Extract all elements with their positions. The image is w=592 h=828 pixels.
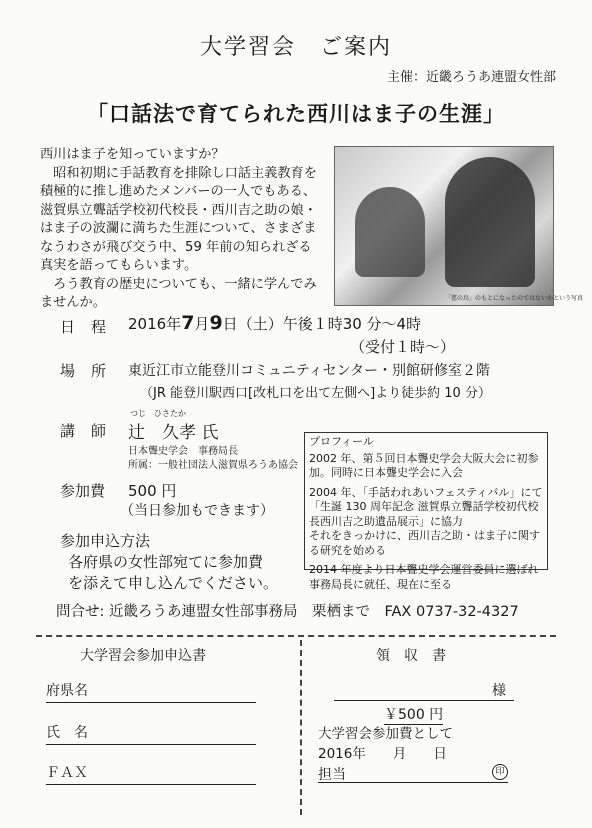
intro-line: ろう教育の歴史についても、一緒に学んでみ [40,276,317,292]
receipt-purpose: 大学習会参加費として [318,726,453,742]
name-label: 氏 名 [46,725,88,741]
fax-field[interactable] [46,762,256,785]
page-title: 大学習会 ご案内 [199,35,392,60]
lecturer-label: 講師 [60,422,123,440]
prefecture-label: 府県名 [46,683,88,699]
place-label: 場所 [60,362,123,380]
intro-line: 真実を語ってもらいます。 [40,258,198,273]
venue-access: （JR 能登川駅西口[改札口を出て左側へ]より徒歩約 10 分） [140,386,491,401]
profile-entry: 2004 年、「手話われあいフェスティバル」にて「生誕 130 周年記念 滋賀県立聾話学校初代校長西川吉之助遺品展示」に協力 [309,485,543,528]
lecturer-affiliation: 日本聾史学会 事務局長 [128,446,238,457]
date-label: 日程 [60,318,123,336]
intro-line: なうわさが飛び交う中、59 年前の知られざる [40,239,312,255]
receipt-sama: 様 [492,683,506,699]
contact-info: 問合せ: 近畿ろうあ連盟女性部事務局 栗栖まで FAX 0737-32-4327 [56,604,519,620]
organizer: 主催：近畿ろうあ連盟女性部 [386,70,556,85]
photo-figure-child [355,187,425,277]
photo-figure-adult [445,157,535,287]
form-title: 大学習会参加申込書 [80,648,206,664]
name-field[interactable] [46,722,256,745]
intro-text [40,146,330,313]
date-time: （土）午後１時30 分～4時 [237,315,422,333]
receipt-staff-field[interactable] [318,764,508,783]
apply-line: 各府県の女性部宛てに参加費 [68,553,264,571]
fee-amount: 500 円 [128,482,177,500]
fee-note: （当日参加もできます） [120,503,274,519]
intro-line: 積極的に推し進めたメンバーの一人でもある、 [40,184,317,199]
seal-mark: 印 [492,764,508,780]
profile-entry: それをきっかけに、西川吉之助・はま子に関する研究を始める [309,529,540,557]
intro-line: はま子の波瀾に満ちた生涯について、さまざま [40,221,317,236]
profile-box [304,432,548,591]
fee-label: 参加費 [60,482,106,500]
profile-entry: 2014 年度より日本聾史学会運営委員に選ばれ事務局長に就任、現在に至る [309,563,539,591]
photo-caption: 「慈の鳥」のもとになったのではないかという写真 [445,295,584,302]
intro-line: 西川はま子を知っていますか？ [40,147,225,162]
receipt-name-field[interactable] [334,680,514,701]
intro-line: ませんか。 [40,295,106,310]
staff-label: 担当 [318,767,346,783]
reception-time: （受付１時～） [350,338,456,356]
event-subtitle: 「口話法で育てられた西川はま子の生涯」 [87,102,505,126]
prefecture-field[interactable] [46,680,256,703]
fax-label: ＦＡＸ [46,765,88,781]
profile-entry: 2002 年、第５回日本聾史学会大阪大会に初参加。同時に日本聾史学会に入会 [309,451,539,479]
historical-photo [334,146,584,306]
lecturer-ruby: つじ ひさたか [130,409,186,418]
apply-line: を添えて申し込んでください。 [68,574,279,592]
receipt-title: 領 収 書 [376,648,446,664]
date-month: 7 [181,312,195,334]
event-date: 2016年7月9日（土）午後１時30 分～4時 [128,312,422,334]
profile-title: プロフィール [309,435,374,448]
lecturer-name: 辻 久孝 氏 [128,423,219,443]
date-day: 9 [209,312,223,334]
cut-line [36,635,556,637]
intro-line: 昭和初期に手話教育を排除し口話主義教育を [40,165,317,181]
apply-title: 参加申込方法 [60,532,151,550]
cut-line-vertical [300,640,302,815]
lecturer-affiliation: 所属：一般社団法人滋賀県ろうあ協会 [128,460,298,471]
venue: 東近江市立能登川コミュニティセンター・別館研修室２階 [128,363,491,379]
receipt-date: 2016年 月 日 [318,746,447,762]
date-year: 2016年 [128,315,182,333]
receipt-amount: ￥500 円 [384,704,443,725]
intro-line: 滋賀県立聾話学校初代校長・西川吉之助の娘・ [40,202,317,218]
